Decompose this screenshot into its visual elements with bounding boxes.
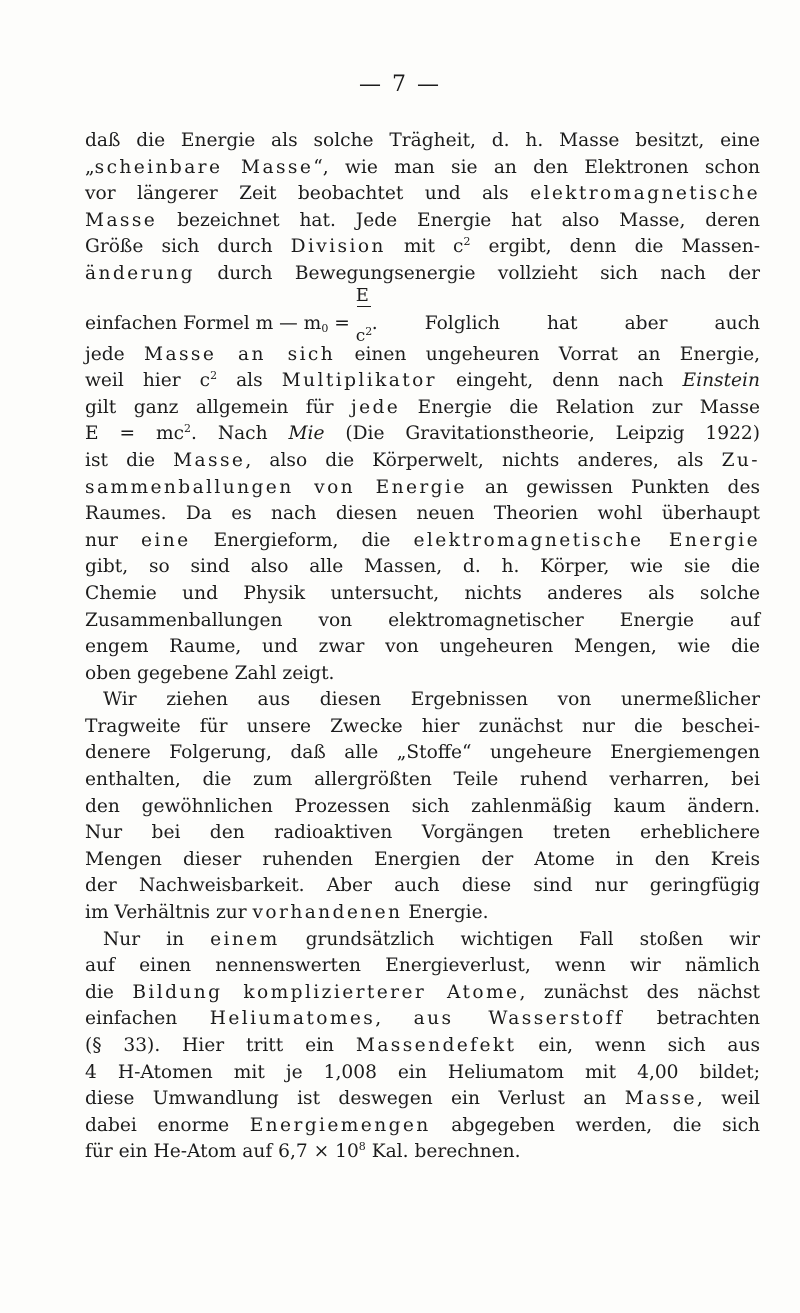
- body-text: [85, 128, 760, 1166]
- text-run: E = mc: [85, 423, 185, 445]
- text-run: auf einen nennenswerten Energieverlust, wenn wir nämlich: [85, 955, 760, 977]
- text-line: [85, 501, 760, 528]
- text-line: [85, 128, 760, 155]
- text-run: auch: [714, 312, 760, 334]
- text-line: [85, 608, 760, 635]
- text-line: [85, 740, 760, 767]
- text-run: abgegeben werden, die sich: [430, 1114, 760, 1136]
- text-run: betrachten: [624, 1008, 760, 1030]
- text-line: [85, 554, 760, 581]
- text-run: diese Umwandlung ist deswegen ein Verlust an: [85, 1088, 625, 1110]
- superscript: 2: [365, 324, 373, 338]
- text-run: durch Bewegungsenergie vollzieht sich nach der: [194, 262, 760, 284]
- text-line: [85, 1006, 760, 1033]
- fraction-numerator: E: [355, 284, 369, 306]
- text-run: Energie.: [402, 902, 489, 924]
- text-line: [85, 208, 760, 235]
- spaced-emphasis: Masse an sich: [144, 343, 336, 365]
- text-run: Tragweite für unsere Zwecke hier zunächst nur die beschei-: [85, 715, 760, 737]
- text-run: an gewissen Punkten des: [466, 476, 760, 498]
- text-run: Nur bei den radioaktiven Vorgängen treten erheblichere: [85, 822, 760, 844]
- text-run: eingeht, denn nach: [436, 370, 683, 392]
- text-run: vor längerer Zeit beobachtet und als: [85, 183, 531, 205]
- spaced-emphasis: Massendefekt: [355, 1035, 517, 1056]
- text-run: , also die Körperwelt, nichts anderes, als: [245, 449, 722, 471]
- superscript: 2: [210, 369, 218, 383]
- text-run: enthalten, die zum allergrößten Teile ruhend verharren, bei: [85, 769, 760, 791]
- text-line: [85, 661, 760, 688]
- text-line: [85, 395, 760, 422]
- text-run: dabei enorme: [85, 1114, 250, 1136]
- text-run: der Nachweisbarkeit. Aber auch diese sind nur geringfügig: [85, 875, 760, 897]
- text-run: gibt, so sind also alle Massen, d. h. Körper, wie sie die: [85, 556, 760, 578]
- text-run: Folglich: [424, 312, 500, 334]
- spaced-emphasis: Masse: [173, 449, 246, 471]
- text-run: “, wie man sie an den Elektronen schon: [313, 156, 760, 178]
- text-run: Mengen dieser ruhenden Energien der Atome in den Kreis: [85, 848, 760, 870]
- spaced-emphasis: Multiplikator: [281, 370, 437, 392]
- text-run: Energieform, die: [190, 529, 414, 551]
- formula-line: [85, 284, 760, 346]
- text-run: aber: [624, 312, 668, 334]
- text-run: Wir ziehen aus diesen Ergebnissen von unermeßlicher: [103, 689, 760, 711]
- text-run: Zusammenballungen von elektromagnetischer Energie auf: [85, 609, 760, 631]
- text-line: [85, 234, 760, 261]
- text-line: [85, 980, 760, 1007]
- text-line: [85, 900, 760, 927]
- spaced-emphasis: eine: [140, 529, 191, 551]
- text-run: (§ 33). Hier tritt ein: [85, 1035, 356, 1056]
- text-run: c: [355, 325, 366, 346]
- text-run: nur: [85, 529, 141, 551]
- text-line: [85, 767, 760, 794]
- text-run: bezeichnet hat. Jede Energie hat also Masse, deren: [157, 209, 760, 231]
- spaced-emphasis: jede: [350, 396, 401, 418]
- text-run: , weil: [696, 1088, 760, 1110]
- text-line: [85, 1113, 760, 1140]
- text-run: ,: [375, 1008, 414, 1030]
- text-line: [85, 714, 760, 741]
- text-line: [85, 1139, 760, 1166]
- text-run: hat: [546, 312, 578, 334]
- fraction: [355, 284, 373, 346]
- spaced-emphasis: elektromagnetische: [530, 183, 760, 205]
- text-run: einfachen Formel m — m: [85, 312, 322, 334]
- spaced-emphasis: vorhandenen: [252, 902, 403, 924]
- text-line: [85, 368, 760, 395]
- text-run: .: [371, 312, 378, 334]
- text-run: ein, wenn sich aus: [516, 1035, 760, 1056]
- text-run: weil hier c: [85, 370, 211, 392]
- spaced-emphasis: Energiemengen: [249, 1114, 431, 1136]
- text-run: engem Raume, und zwar von ungeheuren Mengen, wie die: [85, 636, 760, 658]
- text-run: denere Folgerung, daß alle „Stoffe“ ungeheure Energiemengen: [85, 742, 760, 764]
- text-run: gilt ganz allgemein für: [85, 396, 351, 418]
- text-line: [85, 581, 760, 608]
- page-number: — 7 —: [359, 72, 441, 97]
- spaced-emphasis: Heliumatomes: [209, 1008, 376, 1030]
- text-line: [85, 475, 760, 502]
- fraction-bar: [357, 306, 371, 307]
- fraction-denominator: [356, 326, 373, 346]
- formula-group: [85, 284, 378, 346]
- spaced-emphasis: änderung: [85, 262, 195, 284]
- italic-name: Mie: [288, 423, 325, 445]
- text-run: . Nach: [191, 423, 289, 445]
- text-run: im Verhältnis zur: [85, 902, 253, 924]
- equals-sign: =: [328, 312, 356, 334]
- text-line: [85, 794, 760, 821]
- text-run: Raumes. Da es nach diesen neuen Theorien wohl überhaupt: [85, 503, 760, 525]
- text-run: einfachen: [85, 1008, 210, 1030]
- text-run: Nur in: [103, 928, 211, 950]
- spaced-emphasis: Masse: [85, 209, 158, 231]
- text-run: , zunächst des nächst: [519, 981, 760, 1003]
- text-line: [85, 1086, 760, 1113]
- text-line: [85, 448, 760, 475]
- text-run: ergibt, denn die Massen-: [470, 236, 760, 258]
- spaced-emphasis: sammenballungen von Energie: [85, 476, 467, 498]
- text-run: grundsätzlich wichtigen Fall stoßen wir: [279, 928, 760, 950]
- superscript: 2: [463, 235, 471, 249]
- text-run: „: [85, 156, 95, 178]
- superscript: 8: [358, 1140, 366, 1154]
- text-run: jede: [85, 343, 145, 365]
- text-run: ist die: [85, 449, 174, 471]
- text-line: [85, 155, 760, 182]
- spaced-emphasis: scheinbare Masse: [94, 156, 314, 178]
- spaced-emphasis: einem: [210, 928, 280, 950]
- spaced-emphasis: Masse: [624, 1088, 697, 1110]
- text-line: [85, 687, 760, 714]
- text-line: [85, 1060, 760, 1087]
- spaced-emphasis: elektromagnetische Energie: [413, 529, 760, 551]
- text-run: Energie die Relation zur Masse: [400, 396, 760, 418]
- text-run: für ein He-Atom auf 6,7 × 10: [85, 1141, 359, 1163]
- spaced-emphasis: Zu-: [721, 449, 760, 471]
- text-run: oben gegebene Zahl zeigt.: [85, 662, 335, 684]
- text-run: mit c: [385, 236, 464, 258]
- text-line: [85, 873, 760, 900]
- italic-name: Einstein: [682, 370, 760, 392]
- text-line: [85, 342, 760, 369]
- text-line: [85, 261, 760, 288]
- text-run: Größe sich durch: [85, 236, 291, 258]
- text-run: die: [85, 981, 133, 1003]
- text-run: (Die Gravitationstheorie, Leipzig 1922): [324, 423, 760, 445]
- text-line: [85, 927, 760, 954]
- text-line: [85, 181, 760, 208]
- text-line: [85, 820, 760, 847]
- text-line: [85, 634, 760, 661]
- text-run: als: [217, 370, 282, 392]
- spaced-emphasis: Division: [290, 236, 386, 258]
- spaced-emphasis: aus Wasserstoff: [413, 1008, 625, 1030]
- formula-line-text: [85, 284, 760, 346]
- text-line: [85, 1033, 760, 1060]
- text-run: daß die Energie als solche Trägheit, d. h. Masse besitzt, eine: [85, 130, 760, 151]
- spaced-emphasis: Bildung komplizierterer Atome: [132, 981, 520, 1003]
- text-run: 4 H-Atomen mit je 1,008 ein Heliumatom mit 4,00 bildet;: [85, 1061, 760, 1083]
- subscript: 0: [321, 321, 329, 335]
- text-line: [85, 421, 760, 448]
- superscript: 2: [184, 422, 192, 436]
- text-line: [85, 528, 760, 555]
- text-line: [85, 847, 760, 874]
- text-run: den gewöhnlichen Prozessen sich zahlenmäßig kaum ändern.: [85, 795, 760, 817]
- text-line: [85, 953, 760, 980]
- text-run: einen ungeheuren Vorrat an Energie,: [335, 343, 761, 365]
- text-run: Kal. berechnen.: [365, 1141, 521, 1163]
- text-run: Chemie und Physik untersucht, nichts anderes als solche: [85, 582, 760, 604]
